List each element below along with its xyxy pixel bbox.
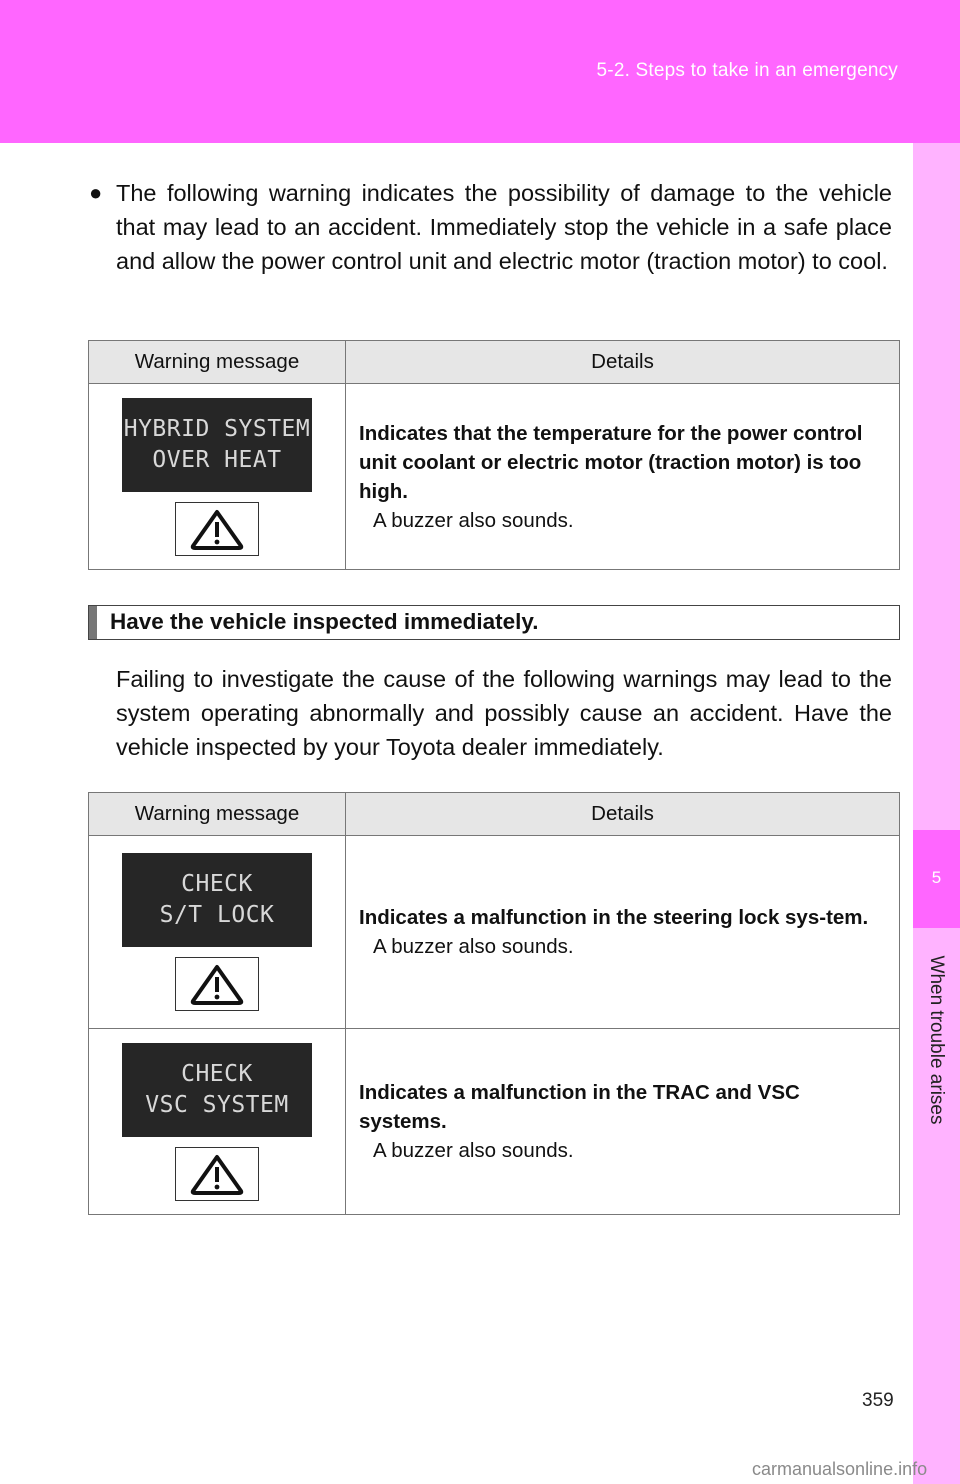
warning-table-2 xyxy=(88,792,900,1215)
table-row xyxy=(89,836,900,1029)
chapter-side-tab xyxy=(913,143,960,1484)
chapter-number: 5 xyxy=(931,868,942,887)
detail-bold-text: Indicates a malfunction in the TRAC and VSC systems. xyxy=(359,1081,800,1133)
column-header-message: Warning message xyxy=(89,793,346,836)
detail-bold-text: Indicates that the temperature for the power control unit coolant or electric motor (traction motor) is too high. xyxy=(359,421,863,503)
warning-triangle-icon xyxy=(175,502,259,556)
warning-display-screen: HYBRID SYSTEM OVER HEAT xyxy=(122,398,312,492)
chapter-number-tab xyxy=(913,830,960,928)
warning-display-cell xyxy=(89,836,346,1029)
warning-detail-cell xyxy=(346,384,900,570)
heading-text: Have the vehicle inspected immediately. xyxy=(110,609,539,634)
warning-detail-cell xyxy=(346,836,900,1029)
detail-sub-text: A buzzer also sounds. xyxy=(373,935,574,958)
section-title: 5-2. Steps to take in an emergency xyxy=(596,60,898,81)
body-paragraph: Failing to investigate the cause of the following warnings may lead to the system operating abnormally and possibly cause an accident. Have the vehicle inspected by your Toyota dealer immediately. xyxy=(116,666,892,760)
bullet-icon: ● xyxy=(89,180,103,205)
detail-sub-text: A buzzer also sounds. xyxy=(373,1139,574,1162)
table-row xyxy=(89,384,900,570)
warning-triangle-icon xyxy=(175,957,259,1011)
heading-marker xyxy=(89,606,97,639)
warning-display-screen: CHECK S/T LOCK xyxy=(122,853,312,947)
column-header-message: Warning message xyxy=(89,341,346,384)
detail-bold-text: Indicates a malfunction in the steering lock sys-tem. xyxy=(359,906,869,929)
warning-triangle-icon xyxy=(175,1147,259,1201)
warning-detail-cell xyxy=(346,1029,900,1215)
table-header-row xyxy=(89,341,900,384)
table-row xyxy=(89,1029,900,1215)
chapter-label: When trouble arises xyxy=(926,955,947,1125)
page-number: 359 xyxy=(862,1390,894,1411)
column-header-details: Details xyxy=(346,793,900,836)
watermark: carmanualsonline.info xyxy=(752,1459,928,1479)
warning-display-screen: CHECK VSC SYSTEM xyxy=(122,1043,312,1137)
table-header-row xyxy=(89,793,900,836)
detail-sub-text: A buzzer also sounds. xyxy=(373,508,574,532)
warning-display-cell xyxy=(89,1029,346,1215)
warning-table-1 xyxy=(88,340,900,570)
section-heading xyxy=(88,605,900,640)
page-header xyxy=(0,0,960,143)
column-header-details: Details xyxy=(346,341,900,384)
warning-display-cell xyxy=(89,384,346,570)
intro-text: The following warning indicates the possibility of damage to the vehicle that may lead to an accident. Immediately stop the vehicle in a safe place and allow the power control unit and electric motor (traction motor) to cool. xyxy=(116,180,892,274)
